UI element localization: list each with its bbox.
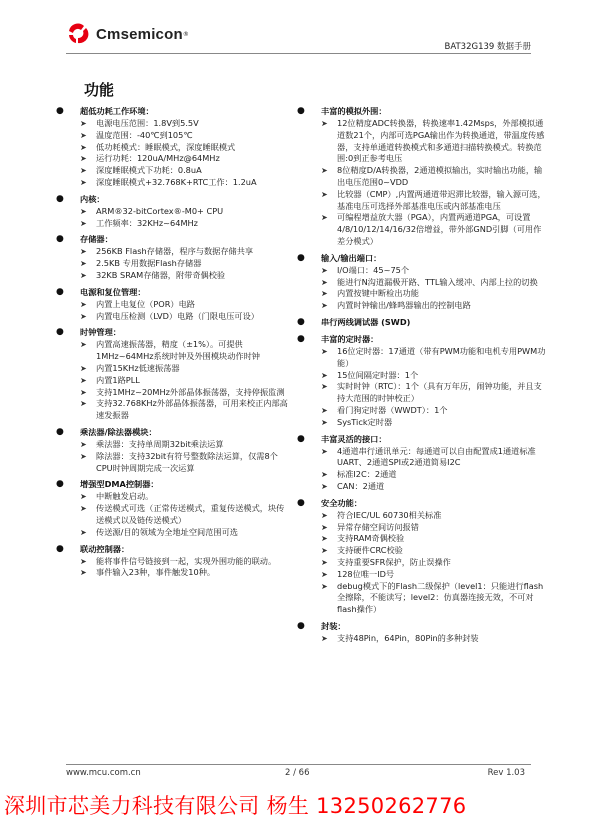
feature-item: [56, 270, 292, 282]
feature-list: [297, 265, 547, 312]
feature-item-text: 支持32.768KHz外部晶体振荡器，可用来校正内部高速发振器: [96, 398, 288, 421]
section-heading-text: 乘法器/除法器模块：: [80, 426, 157, 437]
feature-section: [56, 427, 292, 474]
feature-item: [297, 265, 547, 277]
arrow-bullet-icon: ➤: [321, 265, 328, 275]
feature-item: [297, 545, 547, 557]
arrow-bullet-icon: ➤: [80, 399, 87, 409]
section-heading-text: 增强型DMA控制器：: [80, 479, 159, 490]
section-heading: [297, 334, 547, 346]
bullet-icon: ●: [56, 543, 64, 554]
feature-list: [56, 299, 292, 323]
arrow-bullet-icon: ➤: [80, 177, 87, 187]
feature-item: [297, 381, 547, 405]
document-title: BAT32G139 数据手册: [444, 42, 531, 52]
feature-item: [56, 491, 292, 503]
feature-item: [297, 165, 547, 189]
arrow-bullet-icon: ➤: [321, 522, 328, 532]
arrow-bullet-icon: ➤: [321, 569, 328, 579]
feature-list: [56, 339, 292, 422]
arrow-bullet-icon: ➤: [321, 557, 328, 567]
arrow-bullet-icon: ➤: [80, 556, 87, 566]
feature-section: [56, 194, 292, 230]
section-heading: [56, 234, 292, 246]
feature-list: [297, 346, 547, 429]
bullet-icon: ●: [297, 252, 305, 263]
feature-item-text: 内置按键中断检出功能: [337, 288, 419, 299]
feature-item: [56, 153, 292, 165]
feature-item: [56, 363, 292, 375]
feature-item-text: 2.5KB 专用数据Flash存储器: [96, 258, 202, 269]
arrow-bullet-icon: ➤: [80, 375, 87, 385]
arrow-bullet-icon: ➤: [321, 346, 328, 356]
section-heading: [56, 427, 292, 439]
section-heading: [297, 253, 547, 265]
feature-item-text: 符合IEC/UL 60730相关标准: [337, 509, 442, 520]
arrow-bullet-icon: ➤: [80, 142, 87, 152]
feature-item: [56, 258, 292, 270]
bullet-icon: ●: [297, 316, 305, 327]
feature-item-text: CAN：2通道: [337, 480, 385, 491]
feature-item-text: 看门狗定时器（WWDT）：1个: [337, 404, 448, 415]
feature-item-text: 12位精度ADC转换器，转换速率1.42Msps，外部模拟通道数21个，内部可选PGA输出作为转换通道，带温度传感器，支持单通道转换模式和多通道扫描转换模式。转换范围:0到正参考电压: [337, 118, 545, 164]
feature-item-text: 128位唯一ID号: [337, 568, 395, 579]
arrow-bullet-icon: ➤: [321, 289, 328, 299]
section-heading: [297, 106, 547, 118]
feature-item-text: 温度范围：-40℃到105℃: [96, 129, 193, 140]
feature-item-text: 可编程增益放大器（PGA），内置两通道PGA，可设置4/8/10/12/14/16/32倍增益，带外部GND引脚（可用作差分模式）: [337, 212, 542, 246]
arrow-bullet-icon: ➤: [80, 363, 87, 373]
arrow-bullet-icon: ➤: [321, 417, 328, 427]
arrow-bullet-icon: ➤: [80, 439, 87, 449]
feature-item-text: 能将事件信号链接到一起，实现外围功能的联动。: [96, 555, 277, 566]
arrow-bullet-icon: ➤: [321, 481, 328, 491]
section-heading-text: 串行两线调试器 (SWD): [321, 316, 411, 327]
arrow-bullet-icon: ➤: [321, 581, 328, 591]
feature-item: [56, 451, 292, 475]
feature-item-text: 支持硬件CRC校验: [337, 545, 403, 556]
feature-item-text: 16位定时器：17通道（带有PWM功能和电机专用PWM功能）: [337, 345, 546, 368]
arrow-bullet-icon: ➤: [80, 154, 87, 164]
feature-item: [56, 130, 292, 142]
section-heading: [297, 317, 547, 329]
feature-item: [297, 370, 547, 382]
bullet-icon: ●: [56, 193, 64, 204]
bullet-icon: ●: [56, 479, 64, 490]
feature-list: [56, 206, 292, 230]
arrow-bullet-icon: ➤: [80, 340, 87, 350]
feature-item: [297, 581, 547, 616]
feature-item: [297, 405, 547, 417]
feature-item-text: 电源电压范围：1.8V到5.5V: [96, 118, 199, 128]
section-heading-text: 联动控制器：: [80, 543, 130, 554]
feature-section: [56, 479, 292, 538]
feature-item: [56, 206, 292, 218]
section-heading-text: 电源和复位管理：: [80, 286, 146, 297]
feature-item: [56, 398, 292, 422]
feature-item-text: 能进行N沟道漏极开路、TTL输入缓冲、内部上拉的切换: [337, 276, 538, 287]
feature-item: [56, 439, 292, 451]
footer-page-number: 2 / 66: [285, 768, 310, 778]
feature-item: [297, 510, 547, 522]
feature-item-text: debug模式下的Flash二级保护（level1：只能进行flash全擦除，不能读写；level2：仿真器连接无效，不可对flash操作）: [337, 580, 544, 615]
feature-item-text: 运行功耗：120uA/MHz@64MHz: [96, 153, 220, 164]
section-heading: [297, 498, 547, 510]
feature-item: [56, 339, 292, 363]
arrow-bullet-icon: ➤: [321, 119, 328, 128]
feature-list: [56, 439, 292, 474]
arrow-bullet-icon: ➤: [80, 218, 87, 228]
arrow-bullet-icon: ➤: [321, 277, 328, 287]
feature-item-text: 15位间隔定时器：1个: [337, 369, 419, 380]
feature-item-text: 32KB SRAM存储器，附带奇偶校验: [96, 269, 226, 280]
feature-item: [297, 446, 547, 470]
arrow-bullet-icon: ➤: [321, 189, 328, 199]
feature-section: [297, 334, 547, 429]
feature-item: [56, 246, 292, 258]
feature-list: [297, 446, 547, 493]
feature-item: [297, 469, 547, 481]
feature-item: [297, 633, 547, 645]
section-heading-text: 存储器：: [80, 234, 113, 245]
arrow-bullet-icon: ➤: [80, 492, 87, 502]
arrow-bullet-icon: ➤: [80, 504, 87, 514]
section-heading-text: 安全功能：: [321, 497, 362, 508]
feature-item: [56, 311, 292, 323]
feature-item: [297, 300, 547, 312]
feature-list: [297, 510, 547, 616]
arrow-bullet-icon: ➤: [80, 270, 87, 280]
feature-item: [297, 346, 547, 370]
feature-section: [297, 434, 547, 493]
feature-item: [297, 277, 547, 289]
bullet-icon: ●: [56, 327, 64, 338]
arrow-bullet-icon: ➤: [321, 510, 328, 520]
feature-item-text: 事件输入23种，事件触发10种。: [96, 567, 216, 578]
feature-item-text: I/O端口：45~75个: [337, 264, 410, 275]
feature-section: [56, 234, 292, 281]
feature-item: [297, 118, 547, 165]
section-heading: [56, 194, 292, 206]
arrow-bullet-icon: ➤: [80, 166, 87, 176]
feature-item: [56, 177, 292, 189]
arrow-bullet-icon: ➤: [321, 446, 328, 456]
arrow-bullet-icon: ➤: [321, 534, 328, 544]
page-title: 功能: [84, 81, 115, 99]
logo-text: Cmsemicon: [96, 25, 183, 43]
arrow-bullet-icon: ➤: [80, 568, 87, 578]
section-heading-text: 封装：: [321, 620, 346, 631]
section-heading: [56, 479, 292, 491]
section-heading: [56, 544, 292, 556]
footer-website: www.mcu.com.cn: [66, 768, 141, 778]
feature-item: [56, 387, 292, 399]
arrow-bullet-icon: ➤: [80, 387, 87, 397]
feature-item: [56, 299, 292, 311]
arrow-bullet-icon: ➤: [80, 206, 87, 216]
feature-item: [297, 288, 547, 300]
arrow-bullet-icon: ➤: [321, 546, 328, 556]
arrow-bullet-icon: ➤: [80, 119, 87, 128]
feature-item-text: 支持48Pin，64Pin，80Pin的多种封装: [337, 632, 479, 643]
arrow-bullet-icon: ➤: [321, 166, 328, 176]
feature-section: [297, 317, 547, 329]
arrow-bullet-icon: ➤: [80, 451, 87, 461]
section-heading: [297, 434, 547, 446]
contact-banner: 深圳市芯美力科技有限公司 杨生 13250262776: [4, 794, 467, 818]
section-heading: [56, 106, 292, 118]
feature-item: [56, 165, 292, 177]
feature-item: [297, 569, 547, 581]
header-divider: [66, 53, 531, 54]
feature-item: [297, 189, 547, 213]
section-heading: [297, 621, 547, 633]
feature-list: [297, 118, 547, 248]
arrow-bullet-icon: ➤: [321, 470, 328, 480]
bullet-icon: ●: [297, 620, 305, 631]
bullet-icon: ●: [297, 106, 305, 116]
feature-item: [297, 522, 547, 534]
arrow-bullet-icon: ➤: [80, 247, 87, 257]
feature-item-text: 内置上电复位（POR）电路: [96, 298, 195, 309]
section-heading-text: 超低功耗工作环境：: [80, 106, 154, 116]
bullet-icon: ●: [297, 497, 305, 508]
footer-revision: Rev 1.03: [487, 768, 525, 778]
arrow-bullet-icon: ➤: [321, 301, 328, 311]
feature-item: [297, 557, 547, 569]
bullet-icon: ●: [297, 433, 305, 444]
feature-item: [56, 567, 292, 579]
feature-item-text: 内置时钟输出/蜂鸣器输出的控制电路: [337, 300, 471, 311]
feature-item-text: 乘法器：支持单周期32bit乘法运算: [96, 438, 224, 449]
arrow-bullet-icon: ➤: [80, 299, 87, 309]
feature-item-text: 标准I2C：2通道: [337, 469, 397, 480]
feature-item-text: 256KB Flash存储器，程序与数据存储共享: [96, 246, 254, 257]
feature-item-text: ARM®32-bitCortex®-M0+ CPU: [96, 205, 224, 216]
registered-mark: ®: [182, 30, 189, 38]
feature-item-text: 异常存储空间访问报错: [337, 521, 419, 532]
feature-item-text: SysTick定时器: [337, 416, 393, 427]
feature-item-text: 内置电压检测（LVD）电路（门限电压可设）: [96, 310, 259, 321]
feature-item: [56, 218, 292, 230]
feature-section: [56, 287, 292, 323]
feature-item-text: 工作频率：32KHz~64MHz: [96, 217, 198, 228]
arrow-bullet-icon: ➤: [321, 382, 328, 392]
feature-section: [56, 106, 292, 189]
section-heading-text: 内核：: [80, 193, 105, 204]
arrow-bullet-icon: ➤: [321, 633, 328, 643]
feature-section: [297, 621, 547, 645]
arrow-bullet-icon: ➤: [80, 259, 87, 269]
feature-item-text: 内置高速振荡器，精度（±1%）。可提供1MHz~64MHz系统时钟及外围模块动作时钟: [96, 339, 260, 362]
feature-item: [297, 417, 547, 429]
feature-item: [56, 556, 292, 568]
feature-section: [56, 544, 292, 580]
feature-item: [56, 142, 292, 154]
arrow-bullet-icon: ➤: [321, 370, 328, 380]
feature-item: [56, 527, 292, 539]
arrow-bullet-icon: ➤: [80, 311, 87, 321]
bullet-icon: ●: [56, 106, 64, 116]
page-header: [0, 0, 593, 60]
feature-item-text: 深度睡眠模式下功耗：0.8uA: [96, 165, 202, 176]
section-heading-text: 输入/输出端口：: [321, 252, 382, 263]
feature-list: [56, 556, 292, 580]
section-heading: [56, 327, 292, 339]
company-logo: [66, 22, 189, 46]
cmsemicon-logo-icon: [66, 22, 92, 46]
feature-item-text: 内置15KHz低速振荡器: [96, 362, 180, 373]
feature-section: [297, 106, 547, 248]
feature-item: [56, 503, 292, 527]
feature-item-text: 中断触发启动。: [96, 491, 154, 502]
feature-item-text: 内置1路PLL: [96, 374, 140, 385]
feature-list: [56, 118, 292, 189]
feature-item-text: 实时时钟（RTC）：1个（具有万年历，闹钟功能，并且支持大范围的时钟校正）: [337, 381, 542, 404]
feature-item-text: 深度睡眠模式+32.768K+RTC工作：1.2uA: [96, 176, 257, 187]
feature-item-text: 8位精度D/A转换器，2通道模拟输出，实时输出功能，输出电压范围0~VDD: [337, 165, 543, 187]
bullet-icon: ●: [56, 426, 64, 437]
feature-item-text: 比较器（CMP）,内置两通道带迟滞比较器，输入源可选，基准电压可选择外部基准电压或内部基准电压: [337, 188, 546, 211]
feature-section: [297, 498, 547, 616]
feature-item-text: 4通道串行通讯单元：每通道可以自由配置成1通道标准UART、2通道SPI或2通道简易I2C: [337, 445, 536, 468]
feature-section: [297, 253, 547, 312]
arrow-bullet-icon: ➤: [321, 405, 328, 415]
feature-item: [56, 118, 292, 130]
section-heading: [56, 287, 292, 299]
feature-item-text: 支持重要SFR保护，防止误操作: [337, 556, 451, 567]
right-column: [297, 106, 547, 650]
section-heading-text: 丰富的定时器：: [321, 333, 379, 344]
left-column: [56, 106, 292, 584]
feature-list: [56, 491, 292, 538]
feature-item-text: 低功耗模式：睡眠模式，深度睡眠模式: [96, 141, 236, 152]
feature-item-text: 支持RAM奇偶校验: [337, 533, 405, 544]
feature-item-text: 传送源/目的领域为全地址空间范围可选: [96, 526, 238, 537]
bullet-icon: ●: [56, 286, 64, 297]
feature-list: [56, 246, 292, 281]
feature-item-text: 传送模式可选（正常传送模式，重复传送模式，块传送模式以及链传送模式）: [96, 503, 285, 525]
footer-divider: [66, 764, 531, 765]
bullet-icon: ●: [56, 234, 64, 245]
feature-item-text: 支持1MHz~20MHz外部晶体振荡器，支持停振监测: [96, 386, 285, 397]
section-heading-text: 时钟管理：: [80, 327, 121, 338]
feature-list: [297, 633, 547, 645]
feature-item: [297, 212, 547, 247]
feature-item-text: 除法器：支持32bit有符号整数除法运算，仅需8个CPU时钟周期完成一次运算: [96, 450, 278, 473]
arrow-bullet-icon: ➤: [321, 213, 328, 223]
section-heading-text: 丰富的模拟外围：: [321, 106, 387, 116]
arrow-bullet-icon: ➤: [80, 527, 87, 537]
feature-item: [297, 533, 547, 545]
arrow-bullet-icon: ➤: [80, 130, 87, 140]
bullet-icon: ●: [297, 333, 305, 344]
feature-item: [297, 481, 547, 493]
section-heading-text: 丰富灵活的接口：: [321, 433, 387, 444]
feature-item: [56, 375, 292, 387]
feature-section: [56, 327, 292, 422]
